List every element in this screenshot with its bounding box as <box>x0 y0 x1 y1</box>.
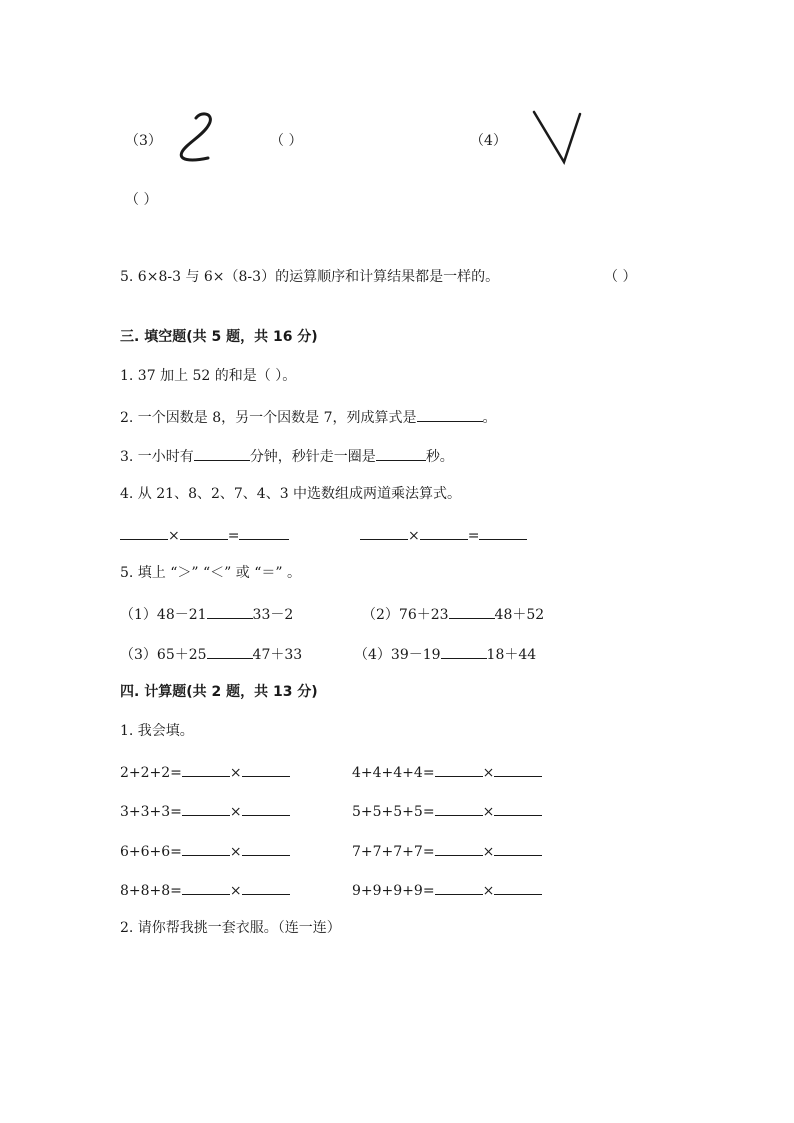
compare-left: （4）39－19 <box>354 647 441 663</box>
addition-expression: 4+4+4+4= <box>352 765 435 781</box>
times-sign: × <box>229 804 242 820</box>
fill-question-3 <box>120 445 454 467</box>
addition-expression: 8+8+8= <box>120 883 182 899</box>
answer-blank[interactable] <box>242 879 290 895</box>
answer-blank[interactable] <box>207 643 253 659</box>
compare-left: （2）76＋23 <box>362 607 449 623</box>
answer-blank[interactable] <box>242 800 290 816</box>
fill-question-5: 5. 填上 “＞” “＜” 或 “＝” 。 <box>120 565 302 581</box>
answer-blank[interactable] <box>435 761 483 777</box>
answer-blank[interactable] <box>182 879 230 895</box>
item4-answer-paren[interactable]: （ ） <box>125 192 158 208</box>
calc-question-1: 1. 我会填。 <box>120 723 194 739</box>
stroke-figure-3 <box>176 110 218 164</box>
times-sign: × <box>168 528 180 544</box>
times-sign: × <box>482 804 495 820</box>
calc-row-2-right <box>352 800 542 822</box>
answer-blank[interactable] <box>182 800 230 816</box>
calc-question-2: 2. 请你帮我挑一套衣服。（连一连） <box>120 920 341 936</box>
compare-left: （1）48－21 <box>120 607 207 623</box>
times-sign: × <box>229 883 242 899</box>
addition-expression: 7+7+7+7= <box>352 844 435 860</box>
answer-blank[interactable] <box>420 524 468 540</box>
answer-blank[interactable] <box>494 761 542 777</box>
times-sign: × <box>482 844 495 860</box>
calc-row-2-left <box>120 800 290 822</box>
fill-question-2-text: 2. 一个因数是 8，另一个因数是 7，列成算式是 <box>120 410 417 426</box>
answer-blank[interactable] <box>182 840 230 856</box>
answer-blank[interactable] <box>207 603 253 619</box>
addition-expression: 3+3+3= <box>120 804 182 820</box>
calc-row-1-left <box>120 761 290 783</box>
times-sign: × <box>482 765 495 781</box>
calc-row-1-right <box>352 761 542 783</box>
fill-question-3-part-c: 秒。 <box>425 449 454 465</box>
answer-blank[interactable] <box>435 879 483 895</box>
item3-answer-paren[interactable]: （ ） <box>270 133 303 149</box>
answer-blank[interactable] <box>435 800 483 816</box>
answer-blank[interactable] <box>376 445 426 461</box>
equals-sign: = <box>227 528 240 544</box>
answer-blank[interactable] <box>242 840 290 856</box>
answer-blank[interactable] <box>435 840 483 856</box>
times-sign: × <box>482 883 495 899</box>
calc-row-3-right <box>352 840 542 862</box>
calc-row-3-left <box>120 840 290 862</box>
answer-blank[interactable] <box>479 524 527 540</box>
judge-question-5: 5. 6×8-3 与 6×（8-3）的运算顺序和计算结果都是一样的。 <box>120 269 500 285</box>
answer-blank[interactable] <box>360 524 408 540</box>
compare-item-2 <box>362 603 544 625</box>
stroke-figure-4 <box>530 108 586 166</box>
section4-title: 四. 计算题(共 2 题，共 13 分) <box>120 684 318 700</box>
addition-expression: 5+5+5+5= <box>352 804 435 820</box>
calc-row-4-right <box>352 879 542 901</box>
section3-title: 三. 填空题(共 5 题，共 16 分) <box>120 329 318 345</box>
judge-question-5-paren[interactable]: （ ） <box>604 269 637 285</box>
answer-blank[interactable] <box>120 524 168 540</box>
item4-number: （4） <box>470 133 507 149</box>
fill-question-3-part-b: 分钟，秒针走一圈是 <box>249 449 376 465</box>
multiplication-template-2 <box>360 524 527 546</box>
addition-expression: 9+9+9+9= <box>352 883 435 899</box>
addition-expression: 6+6+6= <box>120 844 182 860</box>
answer-blank[interactable] <box>417 406 483 422</box>
compare-right: 47＋33 <box>252 647 303 663</box>
compare-item-4 <box>354 643 536 665</box>
answer-blank[interactable] <box>180 524 228 540</box>
answer-blank[interactable] <box>239 524 289 540</box>
calc-row-4-left <box>120 879 290 901</box>
answer-blank[interactable] <box>494 879 542 895</box>
answer-blank[interactable] <box>182 761 230 777</box>
times-sign: × <box>408 528 420 544</box>
compare-right: 18＋44 <box>486 647 537 663</box>
answer-blank[interactable] <box>449 603 495 619</box>
answer-blank[interactable] <box>194 445 250 461</box>
addition-expression: 2+2+2= <box>120 765 182 781</box>
times-sign: × <box>229 765 242 781</box>
answer-blank[interactable] <box>242 761 290 777</box>
fill-question-3-part-a: 3. 一小时有 <box>120 449 194 465</box>
fill-question-1: 1. 37 加上 52 的和是（ ）。 <box>120 368 297 384</box>
item3-number: （3） <box>125 133 162 149</box>
compare-item-1 <box>120 603 293 625</box>
equals-sign: = <box>467 528 480 544</box>
answer-blank[interactable] <box>494 800 542 816</box>
compare-left: （3）65＋25 <box>120 647 207 663</box>
fill-question-4: 4. 从 21、8、2、7、4、3 中选数组成两道乘法算式。 <box>120 486 462 502</box>
compare-right: 48＋52 <box>494 607 545 623</box>
answer-blank[interactable] <box>494 840 542 856</box>
fill-question-2 <box>120 406 497 428</box>
multiplication-template-1 <box>120 524 289 546</box>
answer-blank[interactable] <box>441 643 487 659</box>
compare-item-3 <box>120 643 302 665</box>
compare-right: 33－2 <box>252 607 294 623</box>
fill-question-2-end: 。 <box>482 410 497 426</box>
times-sign: × <box>229 844 242 860</box>
